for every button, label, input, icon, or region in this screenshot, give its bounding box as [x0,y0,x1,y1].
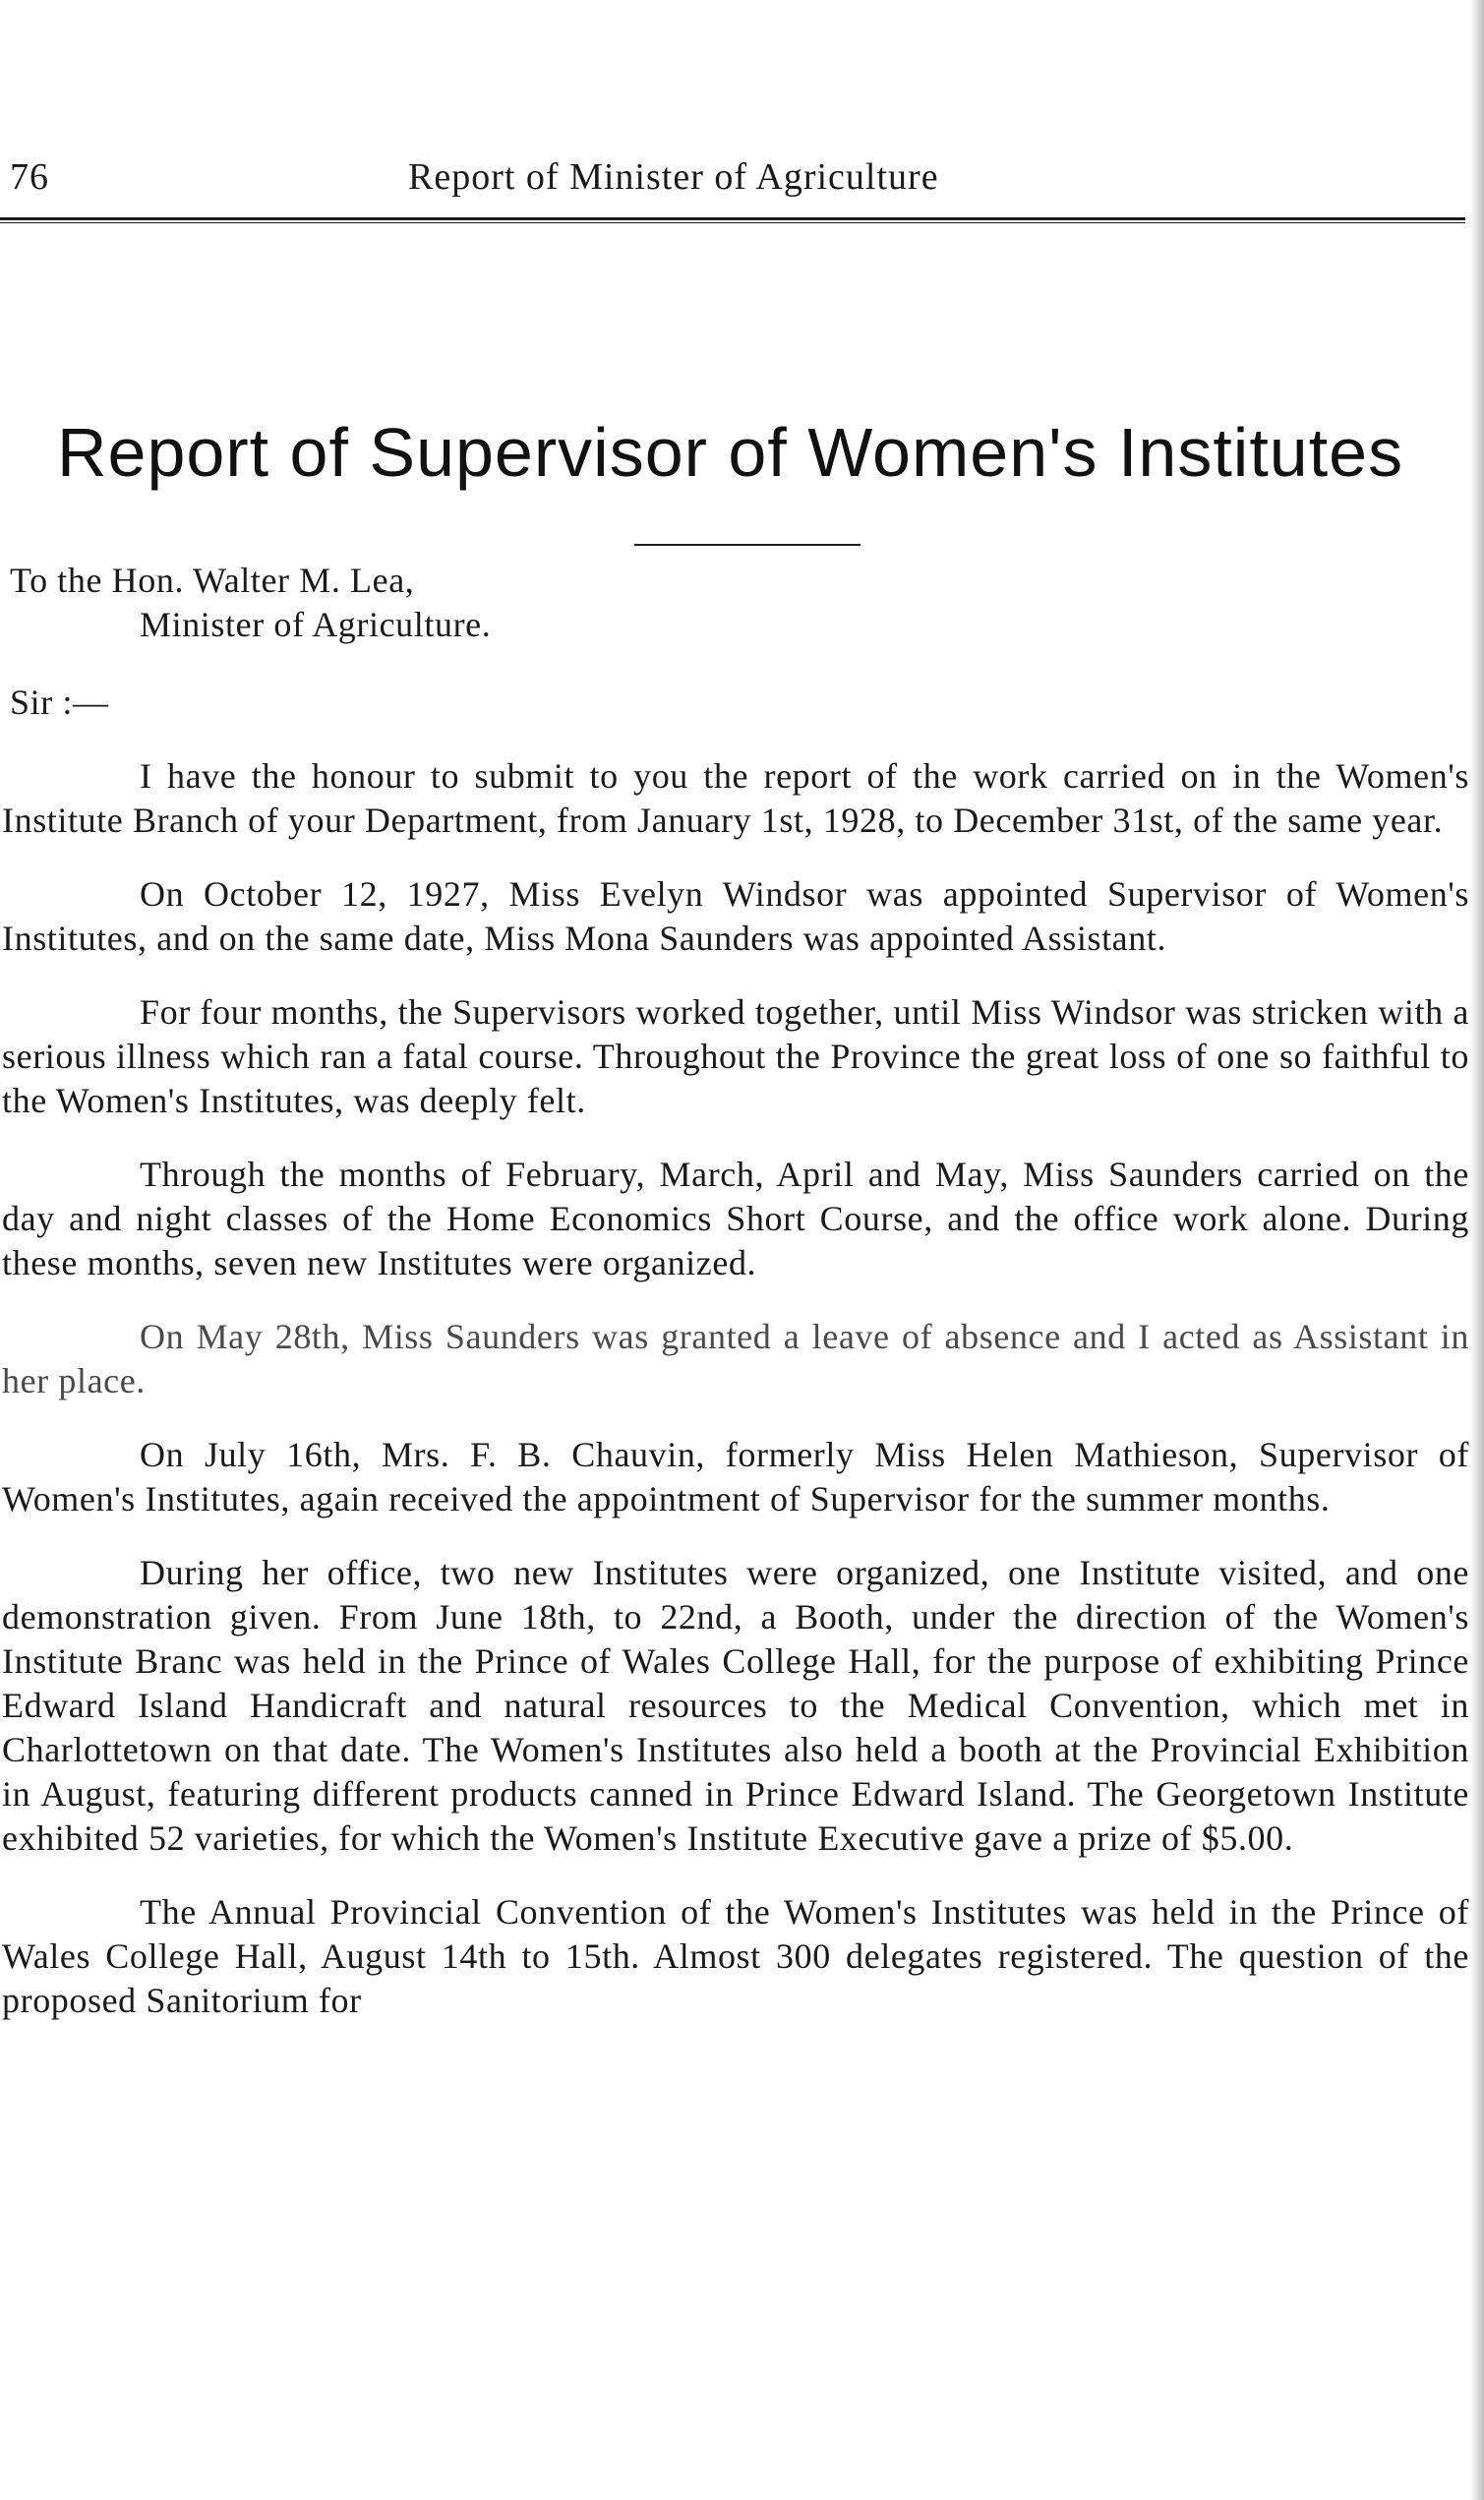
report-body [2,754,1469,2053]
running-header [10,155,1465,210]
addressee-block [10,559,895,647]
header-rule [0,217,1465,223]
paragraph-leave: On May 28th, Miss Saunders was granted a leave of absence and I acted as Assistant in her place. [2,1317,1469,1400]
paragraph-chauvin: On July 16th, Mrs. F. B. Chauvin, formerly Miss Helen Mathieson, Supervisor of Women's Institutes, again received the appointment of Supervisor for the summer months. [2,1435,1469,1518]
running-title: Report of Minister of Agriculture [408,156,939,198]
paragraph-appointment: On October 12, 1927, Miss Evelyn Windsor was appointed Supervisor of Women's Institutes, and on the same date, Miss Mona Saunders was appointed Assistant. [2,874,1469,958]
salutation: Sir :— [10,683,109,722]
page-edge-shadow [1470,0,1484,2500]
paragraph-convention: The Annual Provincial Convention of the Women's Institutes was held in the Prince of Wales College Hall, August 14th to 15th. Almost 300 delegates registered. The question of the proposed Sanitorium for [2,1892,1469,2020]
page-number: 76 [10,156,49,198]
title-rule [634,544,861,546]
paragraph-booth: During her office, two new Institutes were organized, one Institute visited, and one demonstration given. From June 18th, to 22nd, a Booth, under the direction of the Women's Institute Branc was held in the Prince of Wales College Hall, for the purpose of exhibiting Prince Edward Island Handicraft and natural resources to the Medical Convention, which met in Charlottetown on that date. The Women's Institutes also held a booth at the Provincial Exhibition in August, featuring different products canned in Prince Edward Island. The Georgetown Institute exhibited 52 varieties, for which the Women's Institute Executive gave a prize of $5.00. [2,1553,1469,1858]
paragraph-opening: I have the honour to submit to you the report of the work carried on in the Women's Institute Branch of your Department, from January 1st, 1928, to December 31st, of the same year. [2,756,1469,840]
addressee-office: Minister of Agriculture. [140,605,492,644]
paragraph-illness: For four months, the Supervisors worked together, until Miss Windsor was stricken with a serious illness which ran a fatal course. Throughout the Province the great loss of one so faithful to the Women's Institutes, was deeply felt. [2,992,1469,1120]
addressee-name: To the Hon. Walter M. Lea, [10,561,415,600]
report-title: Report of Supervisor of Women's Institutes [57,414,1404,491]
paragraph-short-course: Through the months of February, March, April and May, Miss Saunders carried on the day and night classes of the Home Economics Short Course, and the office work alone. During these months, seven new Institutes were organized. [2,1155,1469,1282]
